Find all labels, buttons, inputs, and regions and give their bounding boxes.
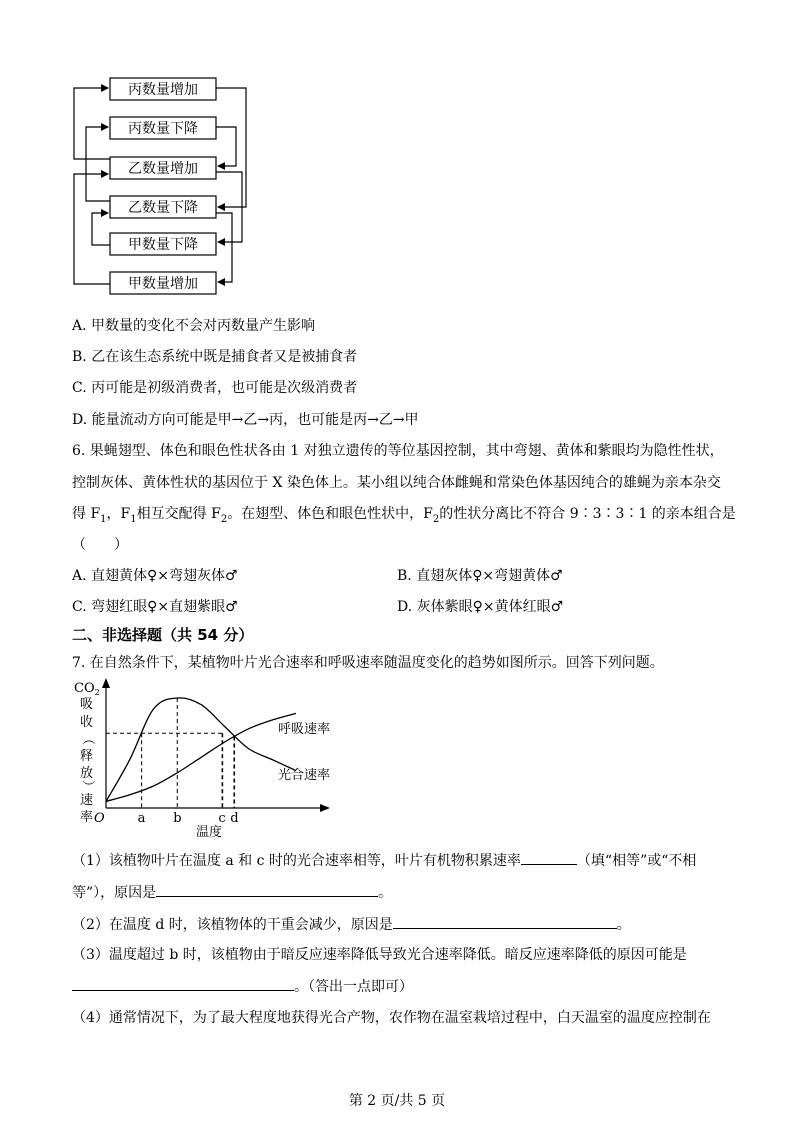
q6-subscript: 1 bbox=[100, 513, 107, 525]
q7-text: 。 bbox=[616, 917, 631, 933]
population-flow-diagram bbox=[60, 70, 260, 305]
flow-box-2 bbox=[110, 117, 216, 139]
q6-text: ，F bbox=[106, 506, 131, 522]
q7-sub1-line2 bbox=[72, 882, 392, 903]
flow-box-label: 丙数量下降 bbox=[128, 121, 198, 137]
q6-stem-line2: 控制灰体、黄体性状的基因位于 X 染色体上。某小组以纯合体雌蝇和常染色体基因纯合的雄蝇为亲本杂交 bbox=[72, 475, 721, 491]
x-axis-label: 温度 bbox=[196, 825, 223, 840]
q6-option-b: B. 直翅灰体♀×弯翅黄体♂ bbox=[397, 568, 563, 584]
answer-blank[interactable] bbox=[156, 882, 378, 897]
series-label-respiration: 呼吸速率 bbox=[278, 722, 331, 737]
y-label-char: （ bbox=[80, 732, 95, 746]
q7-intro: 7. 在自然条件下，某植物叶片光合速率和呼吸速率随温度变化的趋势如图所示。回答下列问题。 bbox=[72, 655, 664, 671]
x-tick-b: b bbox=[173, 811, 182, 826]
q7-text: 。 bbox=[378, 885, 393, 901]
q6-option-a: A. 直翅黄体♀×弯翅灰体♂ bbox=[72, 568, 238, 584]
photosynthesis-curve bbox=[106, 698, 296, 802]
y-label-char: 率 bbox=[80, 810, 94, 825]
q7-text: （1）该植物叶片在温度 a 和 c 时的光合速率相等，叶片有机物积累速率 bbox=[72, 853, 521, 869]
y-axis-label bbox=[74, 681, 100, 825]
y-label-co2: $CO_2$ bbox=[74, 681, 100, 697]
q7-text: 等”），原因是 bbox=[72, 885, 157, 901]
flow-box-label: 乙数量下降 bbox=[128, 200, 198, 216]
q7-sub4: （4）通常情况下，为了最大程度地获得光合产物，农作物在温室栽培过程中，白天温室的温度应控制在 bbox=[72, 1010, 711, 1026]
q6-stem-line1: 6. 果蝇翅型、体色和眼色性状各由 1 对独立遗传的等位基因控制，其中弯翅、黄体和紫眼均为隐性性状， bbox=[72, 443, 724, 459]
guide-lines bbox=[106, 698, 234, 808]
q7-sub2 bbox=[72, 914, 631, 935]
q6-option-d: D. 灰体紫眼♀×黄体红眼♂ bbox=[397, 599, 564, 615]
q7-sub3-line1: （3）温度超过 b 时，该植物由于暗反应速率降低导致光合速率降低。暗反应速率降低的原因可能是 bbox=[72, 947, 687, 963]
q6-text: 相互交配得 F bbox=[136, 506, 221, 522]
q6-text: 得 F bbox=[72, 506, 101, 522]
q7-text: 。（答出一点即可） bbox=[294, 979, 413, 995]
q6-text: 。在翅型、体色和眼色性状中，F bbox=[227, 506, 433, 522]
q6-subscript: 1 bbox=[130, 513, 137, 525]
q7-text: （填“相等”或“不相 bbox=[576, 853, 697, 869]
photosynthesis-respiration-chart bbox=[70, 676, 360, 844]
x-tick-a: a bbox=[137, 811, 146, 826]
section-title: 二、非选择题（共 54 分） bbox=[72, 626, 254, 644]
x-axis-arrow bbox=[320, 804, 330, 812]
y-axis-arrow bbox=[102, 678, 110, 688]
q6-subscript: 2 bbox=[432, 513, 440, 525]
flow-box-4 bbox=[110, 196, 216, 218]
y-label-char: 释 bbox=[80, 749, 94, 764]
y-label-char: 放 bbox=[80, 766, 94, 781]
q5-option-b: B. 乙在该生态系统中既是捕食者又是被捕食者 bbox=[72, 349, 358, 365]
flow-box-label: 甲数量下降 bbox=[128, 237, 198, 253]
flow-box-label: 甲数量增加 bbox=[128, 276, 198, 292]
flow-box-label: 丙数量增加 bbox=[128, 82, 198, 98]
q6-stem-line3 bbox=[72, 504, 736, 530]
x-tick-c: c bbox=[218, 811, 226, 826]
flow-box-6 bbox=[110, 272, 216, 294]
q7-sub1-line1 bbox=[72, 850, 696, 871]
page-footer: 第 2 页/共 5 页 bbox=[348, 1093, 446, 1109]
x-tick-d: d bbox=[230, 811, 239, 826]
q7-text: （2）在温度 d 时，该植物体的干重会减少，原因是 bbox=[72, 917, 393, 933]
q5-option-a: A. 甲数量的变化不会对丙数量产生影响 bbox=[72, 318, 316, 334]
answer-blank[interactable] bbox=[72, 976, 294, 991]
y-label-char: 吸 bbox=[80, 697, 94, 712]
q6-answer-bracket: （ ） bbox=[72, 537, 128, 553]
origin-label: O bbox=[94, 811, 105, 826]
q6-option-c: C. 弯翅红眼♀×直翅紫眼♂ bbox=[72, 599, 238, 615]
q6-subscript: 2 bbox=[220, 513, 228, 525]
y-label-char: ） bbox=[80, 780, 95, 794]
answer-blank[interactable] bbox=[393, 914, 617, 929]
y-label-char: 速 bbox=[80, 793, 94, 808]
flow-box-3 bbox=[110, 157, 216, 179]
answer-blank[interactable] bbox=[521, 850, 577, 865]
flow-box-5 bbox=[110, 233, 216, 255]
y-label-char: 收 bbox=[80, 715, 94, 730]
series-label-photosynthesis: 光合速率 bbox=[278, 768, 331, 783]
flow-box-label: 乙数量增加 bbox=[128, 161, 198, 177]
flow-box-1 bbox=[110, 78, 216, 100]
q7-sub3-line2 bbox=[72, 976, 413, 997]
q6-text: 的性状分离比不符合 9∶3∶3∶1 的亲本组合是 bbox=[439, 506, 736, 522]
q5-option-d: D. 能量流动方向可能是甲→乙→丙，也可能是丙→乙→甲 bbox=[72, 412, 419, 428]
q5-option-c: C. 丙可能是初级消费者，也可能是次级消费者 bbox=[72, 380, 358, 396]
x-tick-labels bbox=[138, 811, 239, 826]
